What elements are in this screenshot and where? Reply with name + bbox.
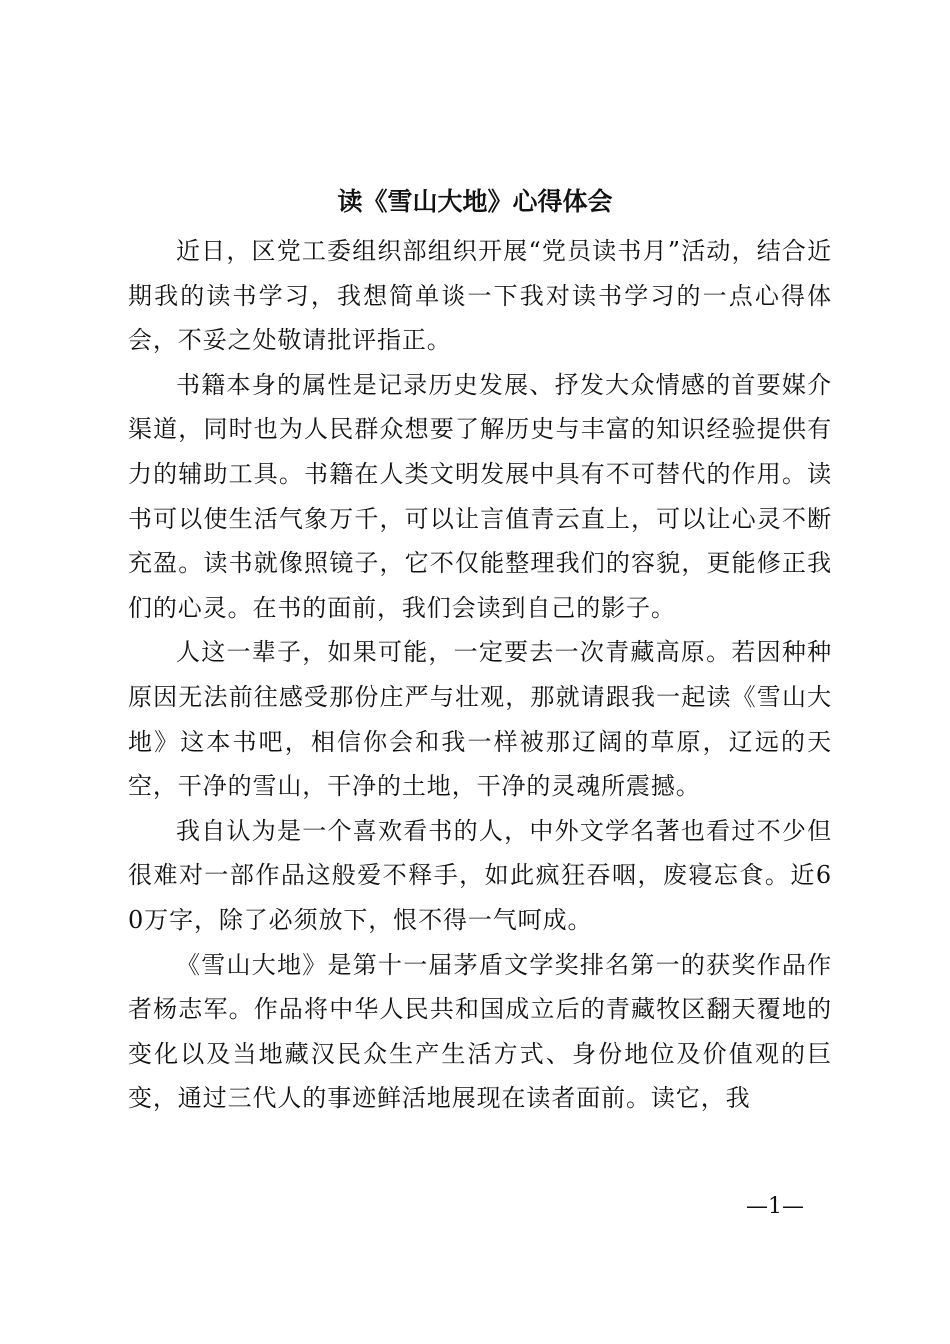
document-body [128,229,832,1121]
document-title: 读《雪山大地》心得体会 [337,187,613,216]
paragraph-3: 人这一辈子，如果可能，一定要去一次青藏高原。若因种种原因无法前往感受那份庄严与壮观，那就请跟我一起读《雪山大地》这本书吧，相信你会和我一样被那辽阔的草原，辽远的天空，干净的雪山，干净的土地，干净的灵魂所震撼。 [128,638,832,801]
page-number: —1— [746,1194,804,1219]
paragraph-2: 书籍本身的属性是记录历史发展、抒发大众情感的首要媒介渠道，同时也为人民群众想要了解历史与丰富的知识经验提供有力的辅助工具。书籍在人类文明发展中具有不可替代的作用。读书可以使生活气象万千，可以让言值青云直上，可以让心灵不断充盈。读书就像照镜子，它不仅能整理我们的容貌，更能修正我们的心灵。在书的面前，我们会读到自己的影子。 [128,370,832,622]
paragraph-4: 我自认为是一个喜欢看书的人，中外文学名著也看过不少但很难对一部作品这般爱不释手，如此疯狂吞咽，废寝忘食。近60万字，除了必须放下，恨不得一气呵成。 [128,816,832,934]
paragraph-5: 《雪山大地》是第十一届茅盾文学奖排名第一的获奖作品作者杨志军。作品将中华人民共和国成立后的青藏牧区翻天覆地的变化以及当地藏汉民众生产生活方式、身份地位及价值观的巨变，通过三代人的事迹鲜活地展现在读者面前。读它，我 [128,950,832,1113]
paragraph-1: 近日，区党工委组织部组织开展“党员读书月”活动，结合近期我的读书学习，我想简单谈一下我对读书学习的一点心得体会，不妥之处敬请批评指正。 [128,237,832,355]
